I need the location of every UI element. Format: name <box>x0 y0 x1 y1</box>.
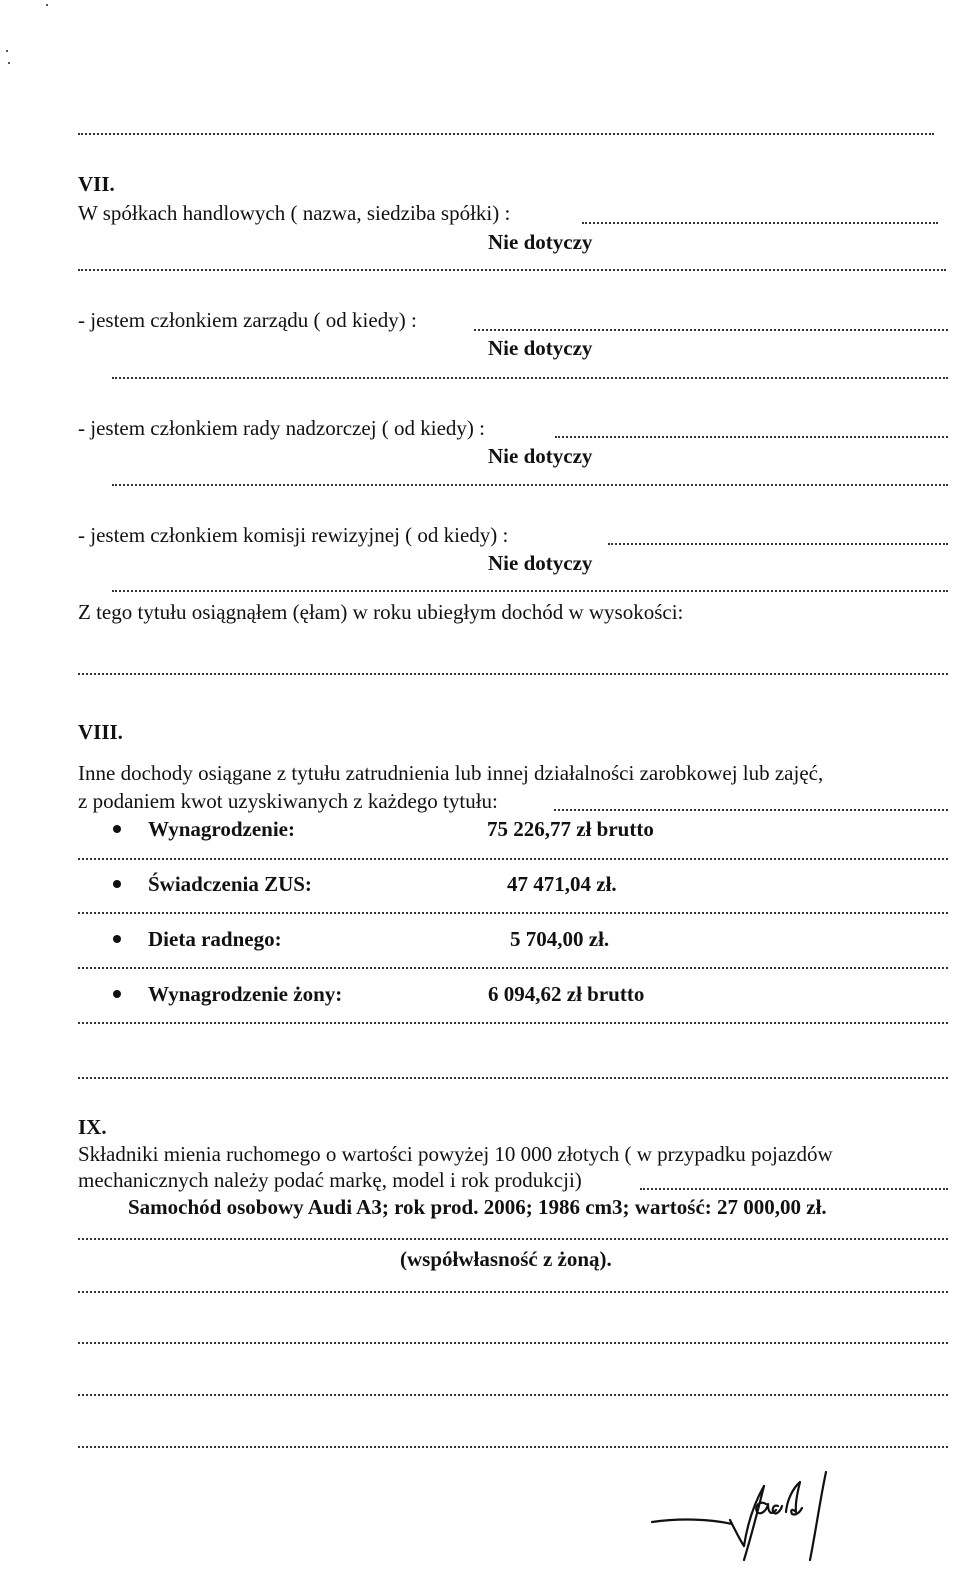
dotted-rule <box>78 967 948 969</box>
board-label: - jestem członkiem zarządu ( od kiedy) : <box>78 308 417 332</box>
dotted-rule <box>78 133 934 135</box>
bullet-icon <box>113 990 121 998</box>
dotted-rule <box>112 377 948 379</box>
dotted-fill <box>608 543 948 545</box>
scan-speck <box>8 62 10 64</box>
movable-assets-line2: mechanicznych należy podać markę, model i rok produkcji) <box>78 1168 582 1192</box>
income-intro-line2: z podaniem kwot uzyskiwanych z każdego tytułu: <box>78 789 498 813</box>
dotted-fill <box>554 809 948 811</box>
dotted-rule <box>78 1394 948 1396</box>
dotted-rule <box>78 858 948 860</box>
dotted-fill <box>555 436 948 438</box>
dotted-rule <box>112 590 948 592</box>
income-intro-line1: Inne dochody osiągane z tytułu zatrudnienia lub innej działalności zarobkowej lub zajęć, <box>78 761 824 785</box>
income-item-label: Świadczenia ZUS: <box>148 872 312 896</box>
section-vii-heading: VII. <box>78 172 115 196</box>
income-item-label: Wynagrodzenie żony: <box>148 982 343 1006</box>
income-item-label: Wynagrodzenie: <box>148 817 295 841</box>
dotted-rule <box>78 673 948 675</box>
supervisory-label: - jestem członkiem rady nadzorczej ( od kiedy) : <box>78 416 485 440</box>
board-value: Nie dotyczy <box>488 336 593 360</box>
dotted-rule <box>78 1291 948 1293</box>
dotted-rule <box>78 1446 948 1448</box>
income-item-label: Dieta radnego: <box>148 927 282 951</box>
scan-speck <box>46 4 48 6</box>
movable-assets-value: Samochód osobowy Audi A3; rok prod. 2006; 1986 cm3; wartość: 27 000,00 zł. <box>128 1195 827 1219</box>
income-item-value: 47 471,04 zł. <box>507 872 617 896</box>
bullet-icon <box>113 880 121 888</box>
dotted-fill <box>582 222 938 224</box>
audit-value: Nie dotyczy <box>488 551 593 575</box>
dotted-rule <box>112 484 948 486</box>
dotted-rule <box>78 1342 948 1344</box>
dotted-rule <box>78 1077 948 1079</box>
section-viii-heading: VIII. <box>78 720 123 744</box>
supervisory-value: Nie dotyczy <box>488 444 593 468</box>
income-item-value: 5 704,00 zł. <box>510 927 610 951</box>
audit-label: - jestem członkiem komisji rewizyjnej ( od kiedy) : <box>78 523 509 547</box>
dotted-fill <box>640 1188 948 1190</box>
movable-assets-line1: Składniki mienia ruchomego o wartości powyżej 10 000 złotych ( w przypadku pojazdów <box>78 1142 833 1166</box>
dotted-rule <box>78 1022 948 1024</box>
income-item-value: 75 226,77 zł brutto <box>487 817 654 841</box>
section-ix-heading: IX. <box>78 1115 107 1139</box>
dotted-fill <box>474 329 948 331</box>
bullet-icon <box>113 825 121 833</box>
bullet-icon <box>113 935 121 943</box>
scan-speck <box>6 50 8 52</box>
companies-value: Nie dotyczy <box>488 230 593 254</box>
co-ownership-note: (współwłasność z żoną). <box>400 1247 612 1271</box>
companies-label: W spółkach handlowych ( nazwa, siedziba spółki) : <box>78 201 511 225</box>
handwritten-signature <box>640 1460 860 1570</box>
dotted-rule <box>78 1238 948 1240</box>
dotted-rule <box>78 912 948 914</box>
income-label: Z tego tytułu osiągnąłem (ęłam) w roku ubiegłym dochód w wysokości: <box>78 600 684 624</box>
dotted-rule <box>78 269 946 271</box>
income-item-value: 6 094,62 zł brutto <box>488 982 645 1006</box>
